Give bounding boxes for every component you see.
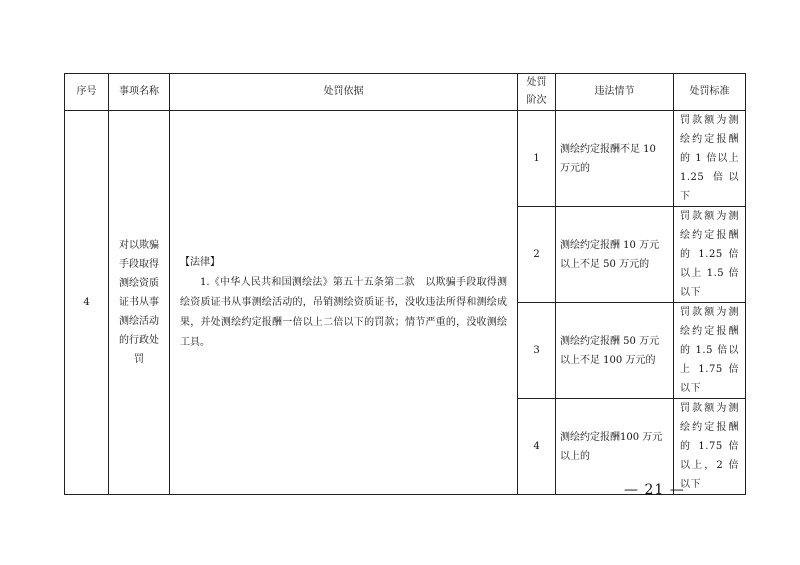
header-seq: 序号 [65,74,109,111]
tier-standard: 罚款额为测绘约定报酬的 1.75 倍以上，2 倍以下 [674,399,746,495]
penalty-standard-table [64,73,746,495]
tier-circumstance: 测绘约定报酬 10 万元以上不足 50 万元的 [556,207,674,303]
tier-circumstance: 测绘约定报酬100 万元以上的 [556,399,674,495]
basis-text: 1.《中华人民共和国测绘法》第五十五条第二款 以欺骗手段取得测绘资质证书从事测绘活动的，吊销测绘资质证书，没收违法所得和测绘成果，并处测绘约定报酬一倍以上二倍以下的罚款；情节严重的，没收测绘工具。 [180,276,507,348]
header-penalty-times [518,74,556,111]
record-seq: 4 [65,111,109,495]
header-row [65,74,746,111]
header-item-name: 事项名称 [109,74,170,111]
page-number: — 21 — [624,482,685,498]
tier-standard: 罚款额为测绘约定报酬的 1 倍以上 1.25 倍以下 [674,111,746,207]
tier-times: 3 [518,303,556,399]
basis-heading: 【法律】 [180,256,220,268]
header-penalty-times-line2: 阶次 [526,95,547,106]
header-violation-circumstance: 违法情节 [556,74,674,111]
tier-times: 1 [518,111,556,207]
record-penalty-basis [170,111,518,495]
tier-circumstance: 测绘约定报酬 50 万元以上不足 100 万元的 [556,303,674,399]
tier-standard: 罚款额为测绘约定报酬的 1.25 倍以上 1.5 倍以下 [674,207,746,303]
header-penalty-times-line1: 处罚 [526,77,547,88]
tier-times: 4 [518,399,556,495]
header-penalty-basis: 处罚依据 [170,74,518,111]
tier-standard: 罚款额为测绘约定报酬的 1.5 倍以上 1.75 倍以下 [674,303,746,399]
record-item-name: 对以欺骗手段取得测绘资质证书从事测绘活动的行政处罚 [109,111,170,495]
tier-times: 2 [518,207,556,303]
header-penalty-standard: 处罚标准 [674,74,746,111]
tier-circumstance: 测绘约定报酬不足 10 万元的 [556,111,674,207]
table-row [65,111,746,207]
